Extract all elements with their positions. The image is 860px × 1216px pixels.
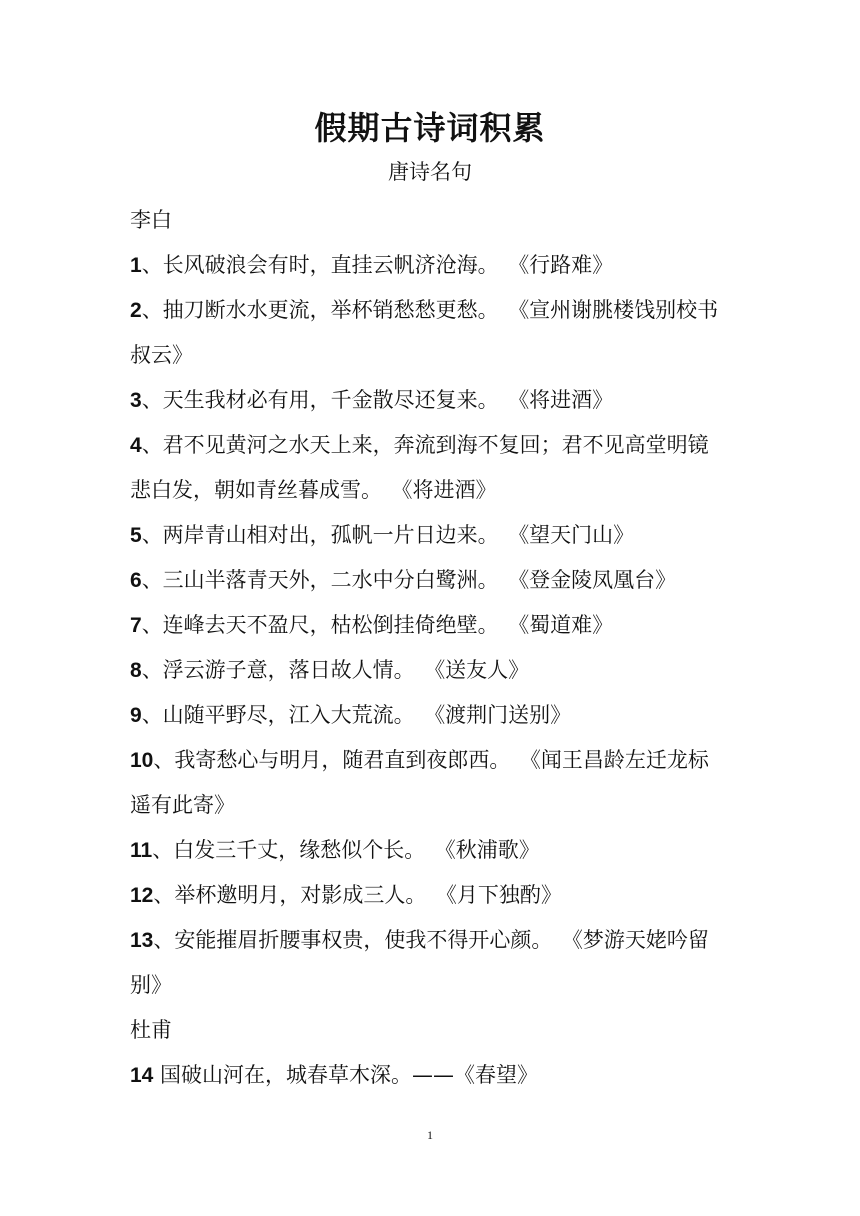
verse-text: 、天生我材必有用，千金散尽还复来。 <box>141 388 499 412</box>
verse-text: 、两岸青山相对出，孤帆一片日边来。 <box>141 523 499 547</box>
verse-source: 《蜀道难》 <box>518 613 614 637</box>
verse-line <box>130 288 740 333</box>
verse-text: 悲白发，朝如青丝暮成雪。 <box>130 478 382 502</box>
verse-text: 、白发三千丈，缘愁似个长。 <box>152 838 426 862</box>
verse-source: 《月下独酌》 <box>446 883 562 907</box>
verse-number: 10 <box>130 749 154 772</box>
verse-text: 、山随平野尽，江入大荒流。 <box>141 703 415 727</box>
verse-text: 、长风破浪会有时，直挂云帆济沧海。 <box>141 253 499 277</box>
verse-line <box>130 648 740 693</box>
verse-line <box>130 828 740 873</box>
verse-number: 5 <box>130 524 142 547</box>
verse-number: 9 <box>130 704 142 727</box>
verse-source: 《登金陵凤凰台》 <box>518 568 677 592</box>
verse-line <box>130 423 740 468</box>
verse-line <box>130 378 740 423</box>
verse-source: 《将进酒》 <box>402 478 497 502</box>
verse-text: 、抽刀断水水更流，举杯销愁愁更愁。 <box>141 298 499 322</box>
verse-number: 8 <box>130 659 142 682</box>
verse-source: 《闻王昌龄左迁龙标 <box>530 748 709 772</box>
verse-number: 14 <box>130 1064 154 1087</box>
verse-text: 、连峰去天不盈尺，枯松倒挂倚绝壁。 <box>141 613 499 637</box>
verse-continuation <box>130 468 740 513</box>
verse-source: 《将进酒》 <box>518 388 614 412</box>
verse-source: 叔云》 <box>130 343 193 367</box>
verse-line <box>130 738 740 783</box>
verse-number: 11 <box>130 839 153 862</box>
poet-heading: 杜甫 <box>130 1018 172 1042</box>
page-number: 1 <box>427 1128 433 1142</box>
document-body <box>130 198 740 1098</box>
verse-line <box>130 513 740 558</box>
verse-number: 2 <box>130 299 142 322</box>
document-title: 假期古诗词积累 <box>314 109 546 147</box>
verse-line <box>130 918 740 963</box>
verse-text: 、我寄愁心与明月，随君直到夜郎西。 <box>153 748 511 772</box>
verse-number: 7 <box>130 614 142 637</box>
verse-line <box>130 873 740 918</box>
verse-line <box>130 693 740 738</box>
verse-continuation <box>130 963 740 1008</box>
verse-number: 4 <box>130 434 142 457</box>
verse-source: 《行路难》 <box>518 253 614 277</box>
verse-number: 1 <box>130 254 142 277</box>
verse-text: 、君不见黄河之水天上来，奔流到海不复回；君不见高堂明镜 <box>141 433 709 457</box>
verse-source: 别》 <box>130 973 172 997</box>
verse-source: 《望天门山》 <box>518 523 635 547</box>
verse-text: 、安能摧眉折腰事权贵，使我不得开心颜。 <box>153 928 553 952</box>
verse-source: 遥有此寄》 <box>130 793 235 817</box>
verse-source: 《春望》 <box>454 1063 539 1087</box>
verse-source: 《宣州谢朓楼饯别校书 <box>518 298 719 322</box>
verse-source: 《渡荆门送别》 <box>434 703 572 727</box>
verse-line <box>130 558 740 603</box>
verse-source: 《梦游天姥吟留 <box>572 928 709 952</box>
verse-number: 13 <box>130 929 154 952</box>
verse-source: 《秋浦歌》 <box>445 838 540 862</box>
verse-number: 3 <box>130 389 142 412</box>
verse-continuation <box>130 333 740 378</box>
verse-text: 、三山半落青天外，二水中分白鹭洲。 <box>141 568 499 592</box>
document-subtitle: 唐诗名句 <box>388 160 472 184</box>
poet-heading: 李白 <box>130 208 172 232</box>
verse-source: 《送友人》 <box>434 658 530 682</box>
verse-text: 、浮云游子意，落日故人情。 <box>141 658 415 682</box>
verse-continuation <box>130 783 740 828</box>
verse-text: 、举杯邀明月，对影成三人。 <box>153 883 427 907</box>
verse-number: 6 <box>130 569 142 592</box>
verse-line <box>130 603 740 648</box>
verse-line <box>130 243 740 288</box>
verse-number: 12 <box>130 884 154 907</box>
verse-line <box>130 1053 740 1098</box>
verse-text: 国破山河在，城春草木深。—— <box>153 1063 455 1087</box>
